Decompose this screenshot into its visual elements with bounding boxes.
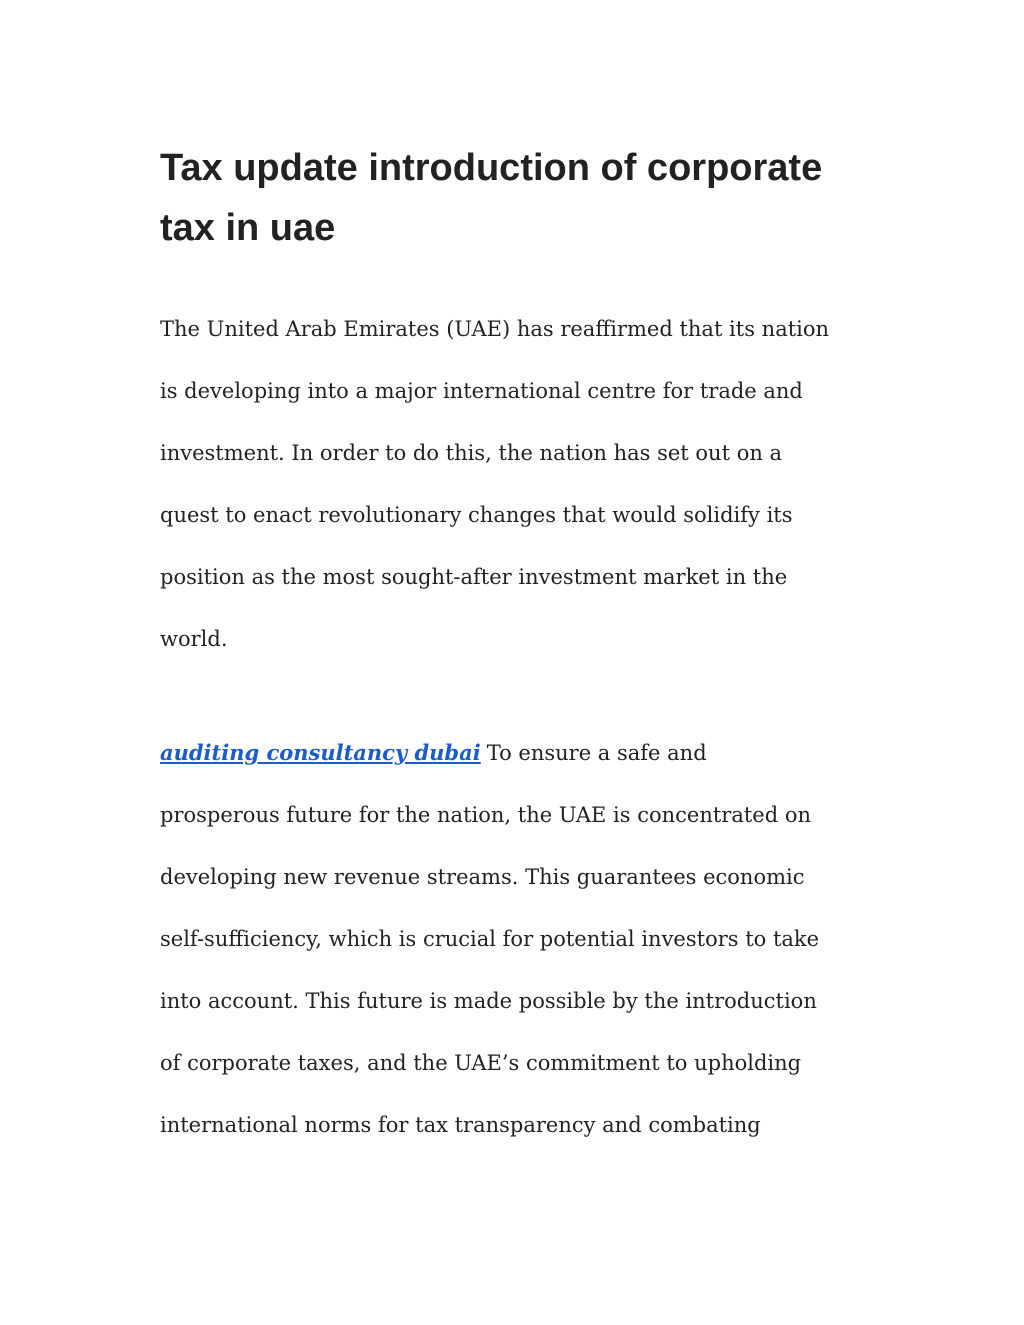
paragraph-intro [160, 298, 880, 670]
paragraph-line [160, 722, 880, 784]
paragraph-line: investment. In order to do this, the nation has set out on a [160, 441, 783, 465]
paragraph-line: The United Arab Emirates (UAE) has reaffirmed that its nation [160, 317, 830, 341]
auditing-consultancy-link[interactable]: auditing consultancy dubai [160, 740, 481, 765]
paragraph-line: self-sufficiency, which is crucial for potential investors to take [160, 927, 820, 951]
paragraph-line: is developing into a major international centre for trade and [160, 379, 803, 403]
title-line-2: tax in uae [160, 207, 336, 249]
paragraph-line: of corporate taxes, and the UAE’s commitment to upholding [160, 1051, 802, 1075]
paragraph-line: prosperous future for the nation, the UAE is concentrated on [160, 803, 811, 827]
paragraph-line: into account. This future is made possible by the introduction [160, 989, 817, 1013]
title-line-1: Tax update introduction of corporate [160, 147, 823, 189]
paragraph-line: international norms for tax transparency and combating [160, 1113, 761, 1137]
paragraph-line: developing new revenue streams. This guarantees economic [160, 865, 805, 889]
paragraph-line: quest to enact revolutionary changes that would solidify its [160, 503, 793, 527]
paragraph-auditing [160, 722, 880, 1156]
paragraph-line: position as the most sought-after investment market in the [160, 565, 788, 589]
page-title [160, 138, 880, 258]
paragraph-line: world. [160, 627, 228, 651]
paragraph-line-text: To ensure a safe and [486, 741, 707, 765]
